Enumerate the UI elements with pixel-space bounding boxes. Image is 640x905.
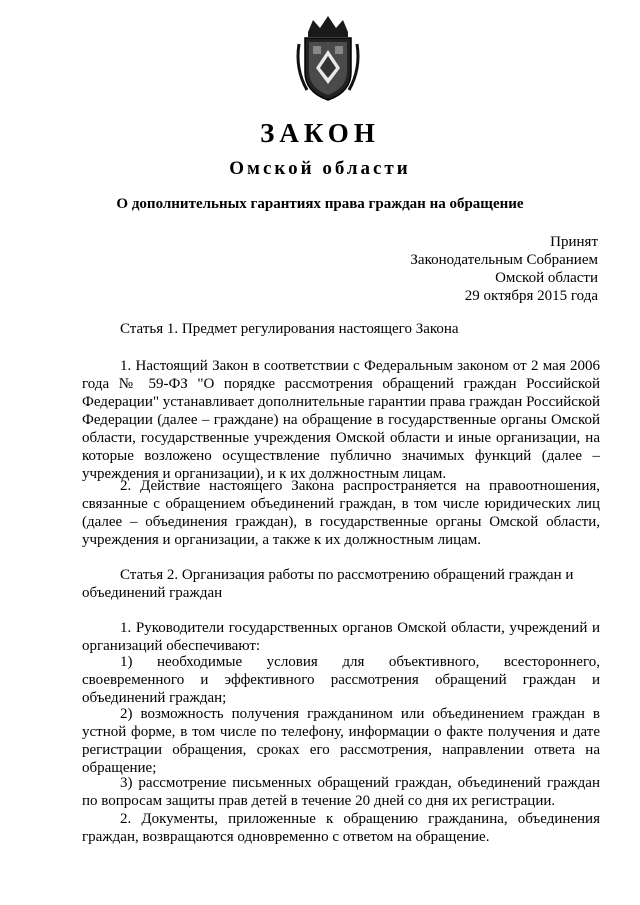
- article-2-item-3: 3) рассмотрение письменных обращений граждан, объединений граждан по вопросам защиты прав детей в течение 20 дней со дня их регистрации.: [82, 775, 600, 809]
- law-name: О дополнительных гарантиях права граждан на обращение: [116, 196, 524, 212]
- article-1-paragraph-2: 2. Действие настоящего Закона распространяется на правоотношения, связанные с обращением объединений граждан, в том числе юридических лиц (далее – объединения граждан), в государственные органы Омской области, учреждения и организации, а также к их должностным лицам.: [82, 478, 600, 548]
- document-subtitle: Омской области: [229, 158, 411, 179]
- article-2-paragraph-1: 1. Руководители государственных органов Омской области, учреждений и организаций обеспечивают:: [82, 620, 600, 654]
- article-1-title: Статья 1. Предмет регулирования настоящего Закона: [120, 321, 459, 337]
- adoption-block: [410, 233, 598, 305]
- article-2-title: Статья 2. Организация работы по рассмотрению обращений граждан и объединений граждан: [82, 567, 574, 601]
- coat-of-arms-icon: [293, 14, 363, 104]
- adoption-line: Омской области: [495, 270, 598, 286]
- adoption-date: 29 октября 2015 года: [464, 288, 598, 304]
- article-1-paragraph-1: 1. Настоящий Закон в соответствии с Федеральным законом от 2 мая 2006 года № 59-ФЗ "О порядке рассмотрения обращений граждан Российской Федерации" устанавливает дополнительные гарантии права граждан Российской Федерации (далее – граждане) на обращение в государственные органы Омской области, государственные учреждения Омской области и иные организации, на которые возложено осуществление публично значимых функций (далее – учреждения и организации), и к их должностным лицам.: [82, 358, 600, 482]
- article-2-item-1: 1) необходимые условия для объективного, всестороннего, своевременного и эффективного рассмотрения обращений граждан и объединений граждан;: [82, 654, 600, 706]
- article-2-paragraph-2: 2. Документы, приложенные к обращению гражданина, объединения граждан, возвращаются одновременно с ответом на обращение.: [82, 811, 600, 845]
- article-2-item-2: 2) возможность получения гражданином или объединением граждан в устной форме, в том числе по телефону, информации о факте получения и дате регистрации обращения, сроках его рассмотрения, направлении ответа на обращение;: [82, 706, 600, 776]
- document-title: ЗАКОН: [260, 118, 380, 148]
- adoption-line: Принят: [550, 234, 598, 250]
- adoption-line: Законодательным Собранием: [410, 252, 598, 268]
